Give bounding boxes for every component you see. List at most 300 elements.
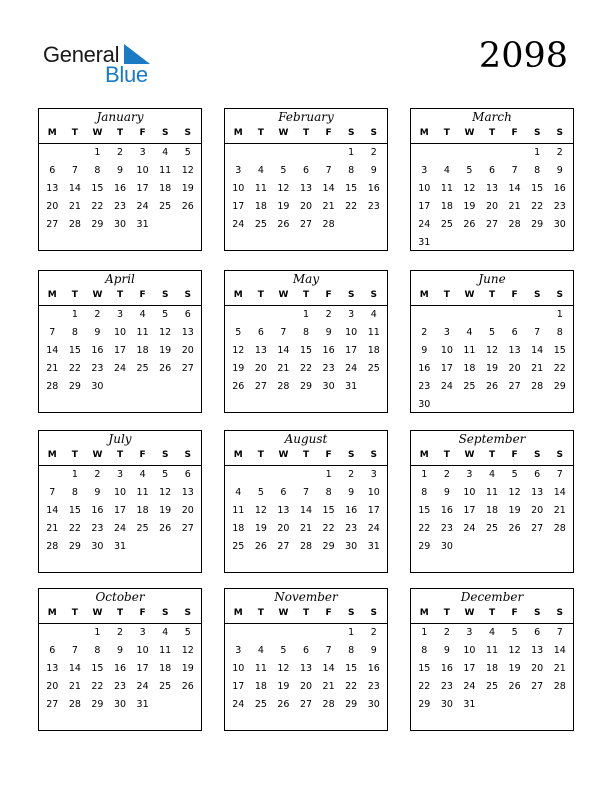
day-cell: 20 xyxy=(46,201,59,212)
day-cell: 30 xyxy=(553,219,566,230)
day-cell: 22 xyxy=(91,681,104,692)
week-row xyxy=(39,642,201,660)
weekday-header: S xyxy=(347,608,355,618)
day-cell: 4 xyxy=(139,309,146,320)
weekday-header: S xyxy=(161,450,169,460)
day-cell: 4 xyxy=(489,469,496,480)
weekday-header: S xyxy=(370,450,377,460)
day-cell: 15 xyxy=(345,183,358,194)
weekday-header: T xyxy=(443,450,450,460)
day-cell: 15 xyxy=(68,345,81,356)
week-row xyxy=(411,306,573,324)
weekday-header-row xyxy=(39,126,201,144)
day-cell xyxy=(154,378,177,396)
weekday-header: T xyxy=(71,290,78,300)
day-cell: 7 xyxy=(534,327,541,338)
month-april xyxy=(38,270,202,413)
day-cell: 14 xyxy=(277,345,290,356)
day-cell: 24 xyxy=(113,523,127,534)
day-cell xyxy=(272,306,295,324)
weekday-header: W xyxy=(92,450,103,460)
day-cell xyxy=(41,144,64,162)
day-cell: 21 xyxy=(299,523,313,534)
day-cell: 5 xyxy=(511,469,518,480)
day-cell: 13 xyxy=(531,487,544,498)
weekday-header: S xyxy=(161,290,169,300)
month-october xyxy=(38,588,202,731)
weekday-header: T xyxy=(116,128,124,138)
week-row xyxy=(39,216,201,234)
day-cell: 28 xyxy=(322,699,335,710)
day-cell: 17 xyxy=(345,345,358,356)
day-cell: 13 xyxy=(508,345,521,356)
day-cell xyxy=(131,378,154,396)
day-cell: 15 xyxy=(553,345,566,356)
day-cell: 8 xyxy=(348,165,355,176)
day-cell: 22 xyxy=(418,681,431,692)
day-cell xyxy=(436,144,459,162)
day-cell: 22 xyxy=(553,363,566,374)
day-cell: 18 xyxy=(485,505,499,516)
day-cell: 25 xyxy=(159,681,172,692)
weekday-header: F xyxy=(139,608,146,618)
day-cell: 6 xyxy=(49,645,56,656)
weekday-header: S xyxy=(161,608,169,618)
weekday-header: F xyxy=(511,290,518,300)
logo-word-blue: Blue xyxy=(105,62,148,87)
day-cell xyxy=(250,144,273,162)
day-cell: 16 xyxy=(418,363,431,374)
day-cell: 11 xyxy=(232,505,245,516)
day-cell: 29 xyxy=(553,381,566,392)
day-cell: 13 xyxy=(181,327,194,338)
day-cell: 27 xyxy=(299,219,313,230)
day-cell: 30 xyxy=(418,399,431,410)
week-row xyxy=(411,660,573,678)
week-row xyxy=(411,234,573,252)
day-cell: 8 xyxy=(556,327,563,338)
weekday-header: W xyxy=(464,450,475,460)
day-cell: 31 xyxy=(463,699,476,710)
day-cell: 15 xyxy=(531,183,544,194)
week-row xyxy=(225,342,387,360)
week-row xyxy=(39,342,201,360)
day-cell xyxy=(41,306,64,324)
day-cell: 27 xyxy=(181,523,194,534)
week-row xyxy=(225,180,387,198)
month-may xyxy=(224,270,388,413)
week-row xyxy=(225,642,387,660)
month-march xyxy=(410,108,574,251)
day-cell: 13 xyxy=(46,183,59,194)
day-cell: 7 xyxy=(49,327,56,338)
day-cell xyxy=(481,144,504,162)
day-cell xyxy=(503,396,526,414)
day-cell: 2 xyxy=(421,327,428,338)
day-cell: 29 xyxy=(68,381,81,392)
weekday-header: T xyxy=(257,128,264,138)
day-cell: 28 xyxy=(553,681,566,692)
day-cell: 29 xyxy=(418,699,431,710)
month-name: January xyxy=(96,110,144,124)
weekday-header: T xyxy=(488,128,496,138)
day-cell: 16 xyxy=(113,183,127,194)
day-cell: 2 xyxy=(370,147,377,158)
day-cell: 5 xyxy=(511,627,518,638)
week-row xyxy=(225,144,387,162)
weekday-header: M xyxy=(233,128,243,138)
day-cell: 8 xyxy=(421,645,428,656)
day-cell xyxy=(436,234,459,252)
day-cell: 6 xyxy=(184,309,191,320)
day-cell: 18 xyxy=(136,345,149,356)
day-cell: 11 xyxy=(367,327,380,338)
day-cell: 25 xyxy=(254,699,267,710)
weekday-header: T xyxy=(488,290,496,300)
day-cell: 17 xyxy=(463,505,476,516)
day-cell: 25 xyxy=(440,219,453,230)
day-cell: 16 xyxy=(367,183,380,194)
day-cell: 28 xyxy=(531,381,544,392)
day-cell xyxy=(503,234,526,252)
day-cell: 2 xyxy=(94,309,101,320)
day-cell: 16 xyxy=(91,345,104,356)
day-cell: 29 xyxy=(299,381,313,392)
day-cell: 29 xyxy=(322,541,335,552)
week-row xyxy=(39,180,201,198)
day-cell: 4 xyxy=(489,627,496,638)
day-cell: 12 xyxy=(181,165,194,176)
day-cell: 18 xyxy=(254,201,267,212)
day-cell: 4 xyxy=(139,469,146,480)
day-cell: 20 xyxy=(277,523,290,534)
weekday-header-row xyxy=(225,448,387,466)
day-cell: 30 xyxy=(345,541,358,552)
week-row xyxy=(39,378,201,396)
day-cell: 26 xyxy=(508,523,521,534)
day-cell xyxy=(64,624,87,642)
day-cell: 25 xyxy=(232,541,245,552)
day-cell: 20 xyxy=(299,201,313,212)
day-cell: 14 xyxy=(299,505,313,516)
week-row xyxy=(225,466,387,484)
day-cell: 24 xyxy=(232,699,245,710)
weekday-header: T xyxy=(257,608,264,618)
day-cell: 14 xyxy=(531,345,544,356)
weekday-header: T xyxy=(302,128,310,138)
day-cell xyxy=(41,624,64,642)
day-cell: 23 xyxy=(113,681,127,692)
day-cell: 17 xyxy=(232,681,245,692)
day-cell xyxy=(131,538,154,556)
week-row xyxy=(411,324,573,342)
day-cell: 5 xyxy=(162,309,169,320)
day-cell: 2 xyxy=(117,147,124,158)
day-cell: 11 xyxy=(440,183,453,194)
day-cell: 1 xyxy=(348,147,355,158)
week-row xyxy=(225,306,387,324)
day-cell: 5 xyxy=(162,469,169,480)
day-cell: 12 xyxy=(254,505,267,516)
day-cell: 28 xyxy=(46,381,59,392)
week-row xyxy=(225,484,387,502)
day-cell: 31 xyxy=(345,381,358,392)
week-row xyxy=(39,502,201,520)
day-cell: 19 xyxy=(485,363,499,374)
day-cell: 21 xyxy=(68,681,81,692)
day-cell: 18 xyxy=(159,183,172,194)
day-cell: 11 xyxy=(136,487,149,498)
day-cell: 15 xyxy=(418,505,431,516)
day-cell: 17 xyxy=(136,183,149,194)
day-cell: 16 xyxy=(553,183,566,194)
day-cell: 10 xyxy=(440,345,453,356)
day-cell: 5 xyxy=(280,645,287,656)
weekday-header: S xyxy=(184,290,191,300)
week-row xyxy=(411,520,573,538)
day-cell: 3 xyxy=(117,469,124,480)
day-cell: 9 xyxy=(421,345,428,356)
weekday-header: W xyxy=(278,608,289,618)
day-cell: 26 xyxy=(159,523,172,534)
week-row xyxy=(411,144,573,162)
day-cell: 14 xyxy=(322,663,335,674)
day-cell: 23 xyxy=(91,523,104,534)
day-cell: 19 xyxy=(232,363,245,374)
day-cell xyxy=(503,306,526,324)
week-row xyxy=(411,378,573,396)
day-cell: 26 xyxy=(181,201,194,212)
day-cell: 15 xyxy=(68,505,81,516)
day-cell: 28 xyxy=(68,699,81,710)
day-cell: 31 xyxy=(136,219,149,230)
day-cell xyxy=(250,466,273,484)
day-cell: 3 xyxy=(370,469,377,480)
week-row xyxy=(411,538,573,556)
day-cell: 21 xyxy=(508,201,521,212)
day-cell xyxy=(272,624,295,642)
day-cell xyxy=(176,696,199,714)
day-cell xyxy=(458,144,481,162)
day-cell: 24 xyxy=(232,219,245,230)
weekday-header-row xyxy=(411,288,573,306)
month-november xyxy=(224,588,388,731)
day-cell: 13 xyxy=(181,487,194,498)
weekday-header: T xyxy=(257,450,264,460)
day-cell: 2 xyxy=(94,469,101,480)
week-row xyxy=(411,360,573,378)
day-cell: 15 xyxy=(322,505,335,516)
day-cell: 24 xyxy=(367,523,380,534)
month-name: April xyxy=(105,272,135,286)
day-cell: 21 xyxy=(322,201,335,212)
day-cell: 27 xyxy=(46,219,59,230)
week-row xyxy=(39,360,201,378)
day-cell: 26 xyxy=(181,681,194,692)
day-cell: 30 xyxy=(91,541,104,552)
day-cell: 9 xyxy=(370,645,377,656)
weekday-header: M xyxy=(419,450,429,460)
month-name: November xyxy=(274,590,338,604)
week-row xyxy=(411,642,573,660)
day-cell: 12 xyxy=(232,345,245,356)
day-cell: 30 xyxy=(113,219,127,230)
weekday-header: T xyxy=(302,290,310,300)
day-cell: 6 xyxy=(303,165,310,176)
day-cell: 3 xyxy=(117,309,124,320)
day-cell: 23 xyxy=(440,681,453,692)
day-cell: 9 xyxy=(370,165,377,176)
weekday-header: T xyxy=(302,608,310,618)
weekday-header: W xyxy=(92,290,103,300)
day-cell: 17 xyxy=(136,663,149,674)
week-row xyxy=(411,162,573,180)
day-cell: 22 xyxy=(345,201,358,212)
day-cell: 31 xyxy=(418,237,431,248)
week-row xyxy=(225,162,387,180)
week-row xyxy=(411,216,573,234)
day-cell: 12 xyxy=(277,183,290,194)
day-cell xyxy=(503,538,526,556)
weekday-header-row xyxy=(411,126,573,144)
day-cell xyxy=(340,216,363,234)
day-cell: 20 xyxy=(299,681,313,692)
day-cell xyxy=(64,144,87,162)
day-cell xyxy=(41,466,64,484)
day-cell xyxy=(436,396,459,414)
day-cell: 20 xyxy=(531,505,544,516)
day-cell xyxy=(526,396,549,414)
day-cell: 21 xyxy=(322,681,335,692)
week-row xyxy=(411,198,573,216)
day-cell: 23 xyxy=(367,681,380,692)
day-cell: 7 xyxy=(325,645,332,656)
day-cell: 7 xyxy=(303,487,310,498)
day-cell: 22 xyxy=(418,523,431,534)
day-cell: 29 xyxy=(91,699,104,710)
day-cell: 26 xyxy=(463,219,476,230)
weekday-header: T xyxy=(443,290,450,300)
day-cell: 13 xyxy=(254,345,267,356)
day-cell xyxy=(458,538,481,556)
week-row xyxy=(39,484,201,502)
week-row xyxy=(39,324,201,342)
day-cell: 1 xyxy=(534,147,541,158)
day-cell: 4 xyxy=(466,327,473,338)
day-cell: 16 xyxy=(440,505,453,516)
day-cell: 12 xyxy=(159,327,172,338)
day-cell: 6 xyxy=(184,469,191,480)
weekday-header: S xyxy=(347,450,355,460)
day-cell: 4 xyxy=(162,147,169,158)
weekday-header: T xyxy=(116,450,124,460)
day-cell: 20 xyxy=(46,681,59,692)
day-cell: 2 xyxy=(348,469,355,480)
day-cell xyxy=(176,378,199,396)
day-cell: 8 xyxy=(421,487,428,498)
week-row xyxy=(39,660,201,678)
day-cell xyxy=(503,144,526,162)
weekday-header: T xyxy=(302,450,310,460)
day-cell: 10 xyxy=(463,645,476,656)
day-cell: 10 xyxy=(463,487,476,498)
week-row xyxy=(225,216,387,234)
day-cell: 6 xyxy=(257,327,264,338)
day-cell xyxy=(295,144,318,162)
weekday-header: T xyxy=(116,608,124,618)
day-cell xyxy=(227,624,250,642)
day-cell: 1 xyxy=(348,627,355,638)
day-cell: 22 xyxy=(91,201,104,212)
day-cell: 17 xyxy=(113,505,127,516)
day-cell: 11 xyxy=(159,165,172,176)
day-cell: 28 xyxy=(46,541,59,552)
weekday-header: T xyxy=(443,608,450,618)
weekday-header: W xyxy=(464,290,475,300)
weekday-header: W xyxy=(92,128,103,138)
day-cell xyxy=(526,538,549,556)
day-cell: 9 xyxy=(443,645,450,656)
day-cell: 13 xyxy=(485,183,499,194)
day-cell: 11 xyxy=(463,345,476,356)
day-cell: 22 xyxy=(299,363,313,374)
day-cell: 22 xyxy=(345,681,358,692)
day-cell: 21 xyxy=(46,523,59,534)
day-cell xyxy=(317,624,340,642)
weekday-header: S xyxy=(533,608,541,618)
day-cell: 22 xyxy=(322,523,335,534)
week-row xyxy=(411,624,573,642)
day-cell: 19 xyxy=(159,505,172,516)
day-cell xyxy=(154,216,177,234)
day-cell: 7 xyxy=(49,487,56,498)
day-cell: 4 xyxy=(257,165,264,176)
day-cell: 31 xyxy=(113,541,127,552)
day-cell: 5 xyxy=(184,627,191,638)
day-cell: 6 xyxy=(511,327,518,338)
month-name: May xyxy=(292,272,320,286)
day-cell: 28 xyxy=(322,219,335,230)
day-cell xyxy=(362,378,385,396)
day-cell: 4 xyxy=(370,309,377,320)
weekday-header: F xyxy=(511,608,518,618)
day-cell: 9 xyxy=(94,327,101,338)
day-cell xyxy=(317,144,340,162)
month-february xyxy=(224,108,388,251)
weekday-header: F xyxy=(325,608,332,618)
weekday-header: W xyxy=(278,128,289,138)
day-cell: 15 xyxy=(299,345,313,356)
day-cell: 24 xyxy=(463,681,476,692)
day-cell: 29 xyxy=(345,699,358,710)
weekday-header: T xyxy=(71,128,78,138)
day-cell: 26 xyxy=(277,219,290,230)
day-cell: 7 xyxy=(511,165,518,176)
day-cell: 21 xyxy=(553,505,566,516)
day-cell: 1 xyxy=(325,469,332,480)
day-cell: 30 xyxy=(440,541,453,552)
weekday-header: M xyxy=(47,128,57,138)
day-cell: 8 xyxy=(303,327,310,338)
month-august xyxy=(224,430,388,573)
weekday-header: T xyxy=(443,128,450,138)
day-cell: 25 xyxy=(136,363,149,374)
day-cell xyxy=(481,696,504,714)
day-cell: 16 xyxy=(322,345,335,356)
day-cell xyxy=(548,696,571,714)
day-cell: 6 xyxy=(49,165,56,176)
week-row xyxy=(39,306,201,324)
